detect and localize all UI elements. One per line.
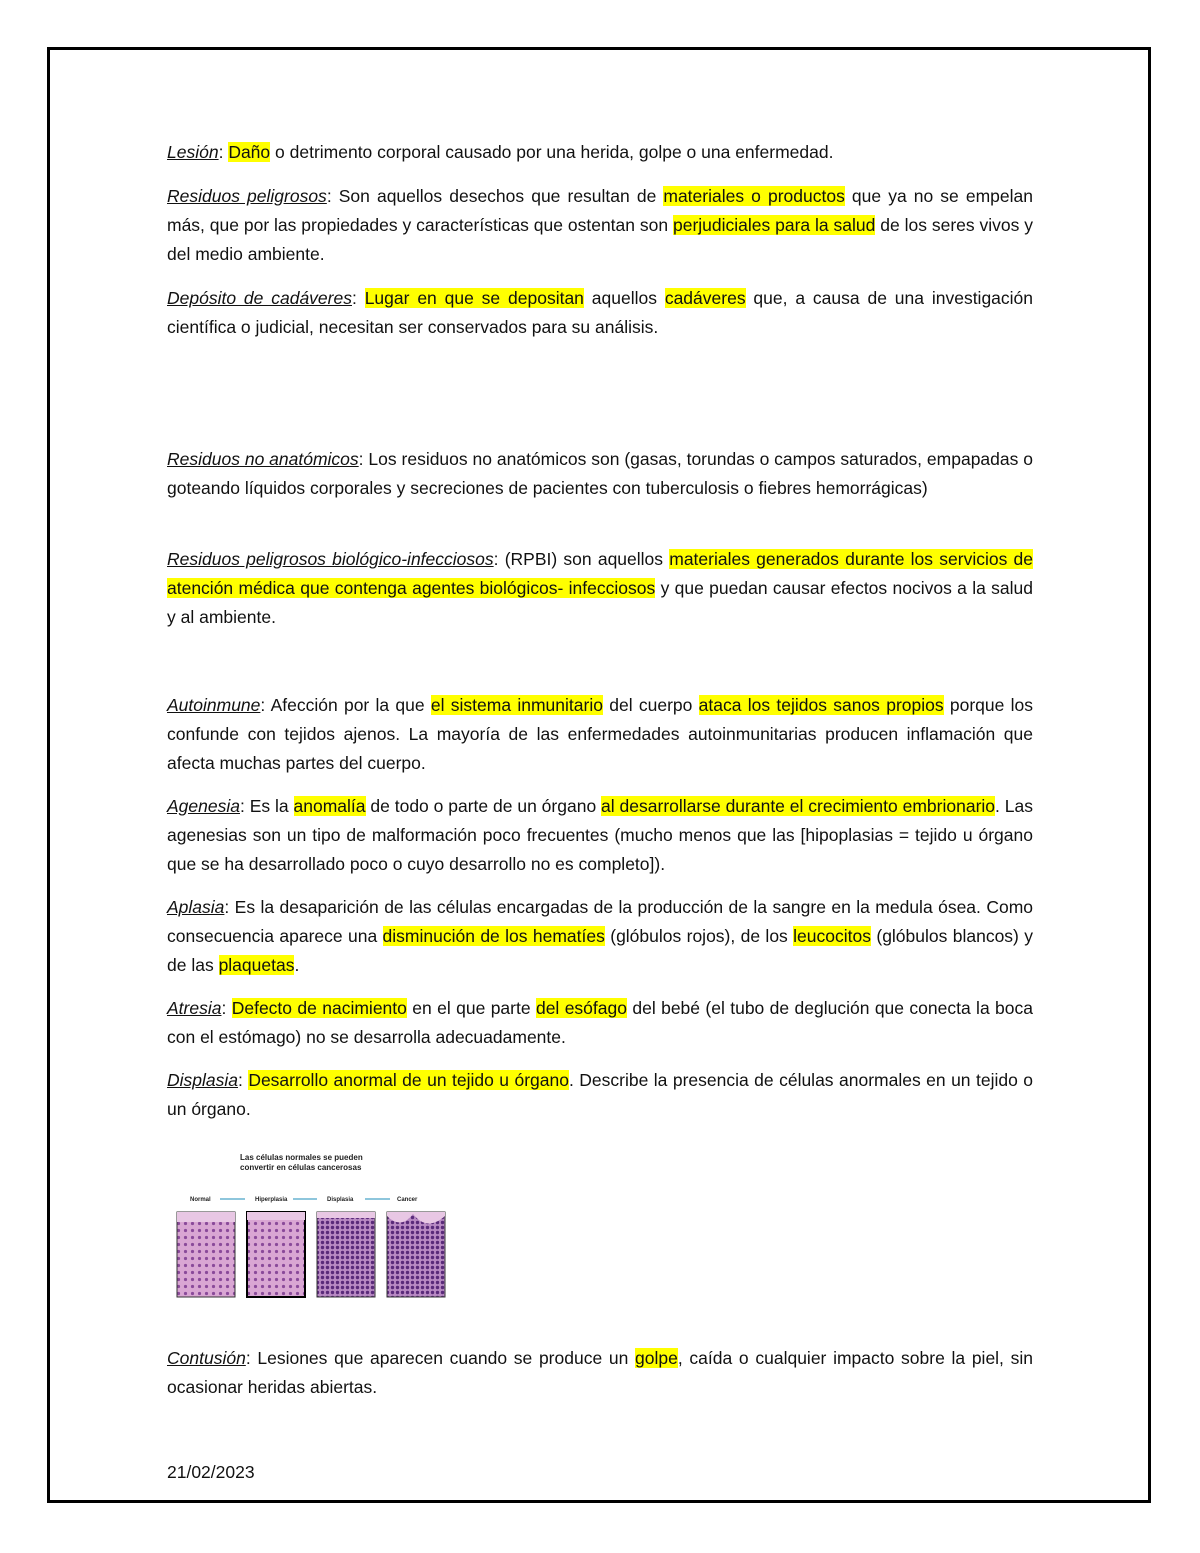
term-label: Lesión — [167, 142, 219, 162]
term-label: Residuos no anatómicos — [167, 449, 359, 469]
body-text: , caída o cualquier impacto sobre la piel, sin ocasionar heridas abiertas. — [167, 1348, 1033, 1397]
body-text: : — [238, 1070, 249, 1090]
body-text: : Es la — [239, 796, 294, 816]
definition-atresia — [167, 994, 1033, 1052]
definition-residuos-peligrosos — [167, 182, 1033, 269]
definition-deposito-cadaveres — [167, 284, 1033, 342]
highlighted-text: Desarrollo anormal de un tejido u órgano — [248, 1070, 569, 1090]
highlighted-text: anomalía — [293, 796, 366, 816]
highlighted-text: golpe — [635, 1348, 678, 1368]
highlighted-text: del esófago — [535, 998, 627, 1018]
definition-contusion — [167, 1344, 1033, 1402]
body-text: de todo o parte de un órgano — [365, 796, 602, 816]
term-label: Depósito de cadáveres — [167, 288, 352, 308]
highlighted-text: Defecto de nacimiento — [231, 998, 407, 1018]
term-label: Agenesia — [167, 796, 240, 816]
body-text: del cuerpo — [602, 695, 699, 715]
figure-title-line2: convertir en células cancerosas — [240, 1163, 362, 1172]
highlighted-text: al desarrollarse durante el crecimiento embrionario — [601, 796, 996, 816]
term-label: Atresia — [167, 998, 222, 1018]
body-text: : (RPBI) son aquellos — [493, 549, 670, 569]
definition-lesion — [167, 138, 1033, 167]
highlighted-text: materiales generados durante los servicios de atención médica que contenga agentes biológicos- infecciosos — [167, 549, 1034, 598]
definition-displasia — [167, 1066, 1033, 1124]
term-label: Displasia — [167, 1070, 238, 1090]
definition-residuos-no-anatomicos — [167, 445, 1033, 503]
stage-label-normal: Normal — [190, 1197, 211, 1203]
stage-label-displasia: Displasia — [327, 1197, 354, 1203]
body-text: del bebé (el tubo de deglución que conecta la boca con el estómago) no se desarrolla adecuadamente. — [167, 998, 1034, 1047]
definition-agenesia — [167, 792, 1033, 879]
definition-autoinmune — [167, 691, 1033, 778]
term-label: Contusión — [167, 1348, 246, 1368]
highlighted-text: Lugar en que se depositan — [364, 288, 584, 308]
body-text: . — [294, 955, 300, 975]
highlighted-text: Daño — [228, 142, 271, 162]
figure-title-line1: Las células normales se pueden — [240, 1153, 363, 1162]
body-text: y que puedan causar efectos nocivos a la salud y al ambiente. — [167, 578, 1033, 627]
highlighted-text: leucocitos — [793, 926, 871, 946]
body-text: : Los residuos no anatómicos son (gasas, torundas o campos saturados, empapadas o goteando líquidos corporales y secreciones de pacientes con tuberculosis o fiebres hemorrágicas) — [167, 449, 1033, 498]
stage-label-cancer: Cancer — [397, 1197, 418, 1203]
body-text: . Describe la presencia de células anormales en un tejido o un órgano. — [167, 1070, 1033, 1119]
highlighted-text: materiales o productos — [663, 186, 845, 206]
document-date: 21/02/2023 — [167, 1462, 255, 1482]
body-text: o detrimento corporal causado por una herida, golpe o una enfermedad. — [270, 142, 834, 162]
tissue-panel-hiperplasia — [247, 1212, 305, 1297]
highlighted-text: perjudiciales para la salud — [672, 215, 876, 235]
stage-label-hiperplasia: Hiperplasia — [255, 1197, 288, 1203]
term-label: Aplasia — [167, 897, 225, 917]
body-text: : — [351, 288, 365, 308]
body-text: : Es la desaparición de las células encargadas de la producción de la sangre en la medula ósea. Como consecuencia aparece una — [167, 897, 1033, 946]
highlighted-text: ataca los tejidos sanos propios — [698, 695, 944, 715]
highlighted-text: disminución de los hematíes — [382, 926, 605, 946]
body-text: (glóbulos rojos), de los — [604, 926, 794, 946]
highlighted-text: cadáveres — [664, 288, 746, 308]
body-text: : — [218, 142, 229, 162]
dysplasia-figure — [175, 1150, 450, 1318]
term-label: Autoinmune — [167, 695, 261, 715]
definition-aplasia — [167, 893, 1033, 980]
tissue-panel-normal — [177, 1212, 235, 1297]
body-text: en el que parte — [406, 998, 536, 1018]
body-text: (glóbulos blancos) y de las — [167, 926, 1034, 975]
term-label: Residuos peligrosos — [167, 186, 327, 206]
body-text: aquellos — [583, 288, 665, 308]
tissue-panel-displasia — [317, 1212, 375, 1297]
body-text: que, a causa de una investigación científica o judicial, necesitan ser conservados para su análisis. — [167, 288, 1034, 337]
tissue-panel-cancer — [387, 1212, 445, 1297]
highlighted-text: el sistema inmunitario — [430, 695, 603, 715]
body-text: que ya no se empelan más, que por las propiedades y características que ostentan son — [167, 186, 1033, 235]
body-text: : Lesiones que aparecen cuando se produce un — [245, 1348, 636, 1368]
definition-rpbi — [167, 545, 1033, 632]
body-text: porque los confunde con tejidos ajenos. La mayoría de las enfermedades autoinmunitarias producen inflamación que afecta muchas partes del cuerpo. — [167, 695, 1034, 773]
body-text: . Las agenesias son un tipo de malformación poco frecuentes (mucho menos que las [hipoplasias = tejido u órgano que se ha desarrollado poco o cuyo desarrollo no es completo]). — [167, 796, 1033, 874]
term-label: Residuos peligrosos biológico-infecciosos — [167, 549, 494, 569]
highlighted-text: plaquetas — [218, 955, 295, 975]
body-text: : Afección por la que — [260, 695, 431, 715]
body-text: : — [221, 998, 232, 1018]
body-text: de los seres vivos y del medio ambiente. — [167, 215, 1034, 264]
body-text: : Son aquellos desechos que resultan de — [326, 186, 664, 206]
